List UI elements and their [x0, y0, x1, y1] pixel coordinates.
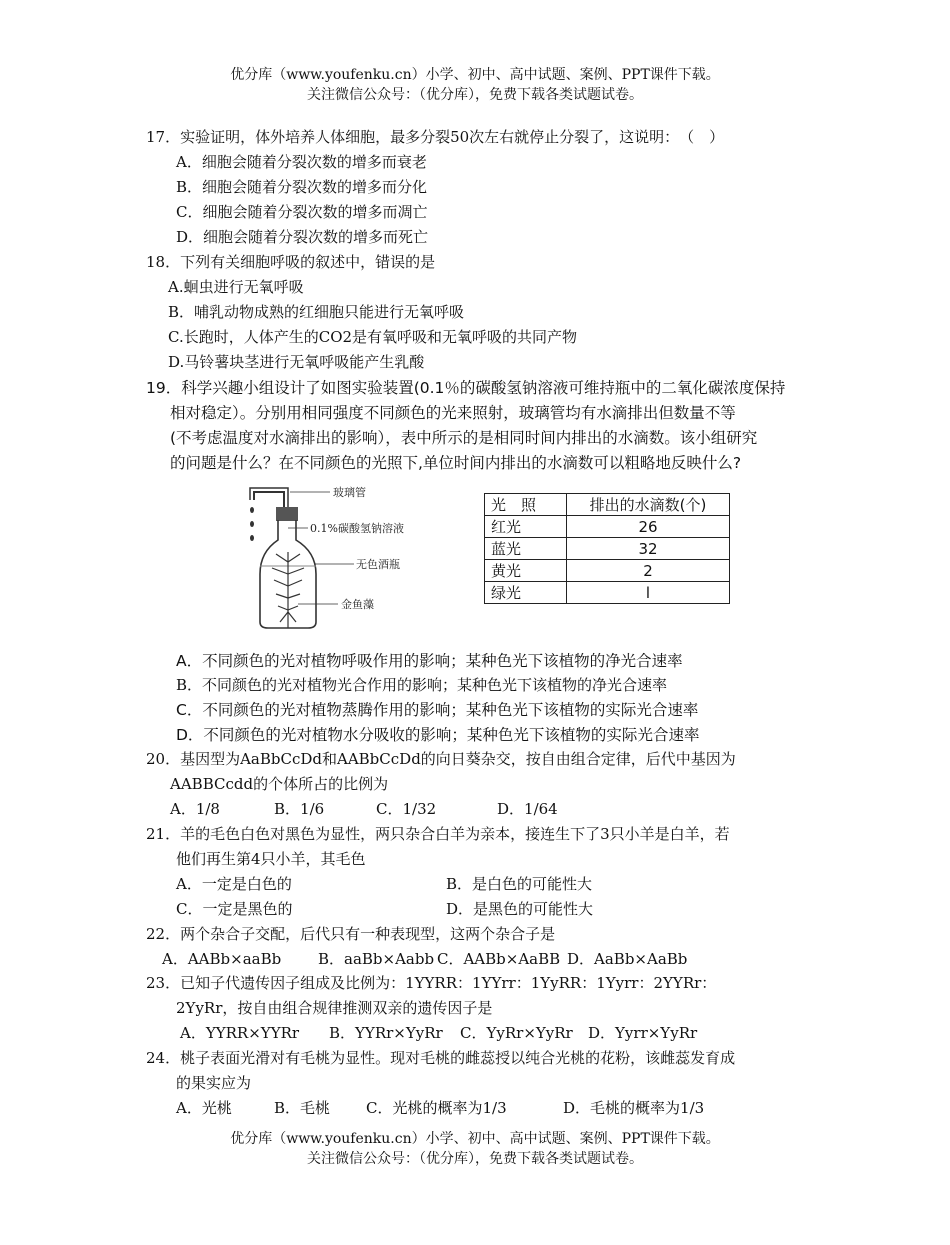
q23-line-2: 2YyRr，按自由组合规律推测双亲的遗传因子是	[176, 999, 493, 1017]
cell-light: 蓝光	[485, 538, 567, 560]
q22-option-d: D．AaBb×AaBb	[567, 950, 688, 968]
q19-line-4: 的问题是什么？在不同颜色的光照下,单位时间内排出的水滴数可以粗略地反映什么?	[170, 454, 742, 472]
table-row	[485, 538, 730, 560]
q19-option-b: B．不同颜色的光对植物光合作用的影响；某种色光下该植物的净光合速率	[176, 676, 668, 694]
q24-option-d: D．毛桃的概率为1/3	[563, 1099, 705, 1117]
q22-stem: 22．两个杂合子交配，后代只有一种表现型，这两个杂合子是	[146, 925, 556, 943]
experiment-apparatus-figure	[238, 482, 458, 632]
cell-light: 黄光	[485, 560, 567, 582]
label-bottle: 无色酒瓶	[356, 558, 400, 571]
cell-light: 红光	[485, 516, 567, 538]
q20-line-2: AABBCcdd的个体所占的比例为	[170, 775, 389, 793]
q19-line-1: 19．科学兴趣小组设计了如图实验装置(0.1％的碳酸氢钠溶液可维持瓶中的二氧化碳浓度保持	[146, 379, 786, 397]
header-line-2: 关注微信公众号：（优分库），免费下载各类试题试卷。	[307, 87, 643, 103]
q24-option-a: A．光桃	[176, 1099, 232, 1117]
q18-option-c: C.长跑时，人体产生的CO2是有氧呼吸和无氧呼吸的共同产物	[168, 328, 578, 346]
q24-option-b: B．毛桃	[274, 1099, 331, 1117]
q18-stem: 18．下列有关细胞呼吸的叙述中，错误的是	[146, 253, 436, 271]
water-drop-icon	[250, 521, 254, 527]
cell-drops: 32	[567, 538, 730, 560]
cell-drops: l	[567, 582, 730, 604]
table-row	[485, 516, 730, 538]
q22-option-c: C．AABb×AaBB	[437, 950, 561, 968]
q19-line-2: 相对稳定）。分别用相同强度不同颜色的光来照射，玻璃管均有水滴排出但数量不等	[170, 404, 736, 422]
q22-option-b: B．aaBb×Aabb	[318, 950, 435, 968]
q24-line-1: 24．桃子表面光滑对有毛桃为显性。现对毛桃的雌蕊授以纯合光桃的花粉，该雌蕊发育成	[146, 1049, 736, 1067]
table-row	[485, 582, 730, 604]
q17-stem: 17．实验证明，体外培养人体细胞，最多分裂50次左右就停止分裂了，这说明： （ ）	[146, 128, 725, 146]
q17-option-d: D．细胞会随着分裂次数的增多而死亡	[176, 228, 429, 246]
q23-option-a: A．YYRR×YYRr	[180, 1024, 300, 1042]
cell-light: 绿光	[485, 582, 567, 604]
label-plant: 金鱼藻	[341, 598, 374, 611]
q17-option-b: B．细胞会随着分裂次数的增多而分化	[176, 178, 428, 196]
footer-line-1: 优分库（www.youfenku.cn）小学、初中、高中试题、案例、PPT课件下载。	[230, 1131, 720, 1147]
q21-option-a: A．一定是白色的	[176, 875, 292, 893]
label-tube: 玻璃管	[333, 486, 366, 499]
q19-option-c: C．不同颜色的光对植物蒸腾作用的影响；某种色光下该植物的实际光合速率	[176, 701, 699, 719]
water-drop-icon	[250, 535, 254, 541]
q23-option-b: B．YYRr×YyRr	[329, 1024, 443, 1042]
q20-option-d: D．1/64	[497, 800, 558, 818]
q23-line-1: 23．已知子代遗传因子组成及比例为：1YYRR：1YYrr：1YyRR：1Yyrr：2YYRr：	[146, 974, 717, 992]
q20-option-c: C．1/32	[376, 800, 437, 818]
q19-line-3: (不考虑温度对水滴排出的影响），表中所示的是相同时间内排出的水滴数。该小组研究	[170, 429, 758, 447]
plant-drawing	[272, 552, 304, 628]
q23-option-c: C．YyRr×YyRr	[460, 1024, 573, 1042]
q19-option-d: D．不同颜色的光对植物水分吸收的影响；某种色光下该植物的实际光合速率	[176, 726, 700, 744]
q21-line-1: 21．羊的毛色白色对黑色为显性，两只杂合白羊为亲本，接连生下了3只小羊是白羊，若	[146, 825, 730, 843]
q20-line-1: 20．基因型为AaBbCcDd和AABbCcDd的向日葵杂交，按自由组合定律，后代中基因为	[146, 750, 736, 768]
q20-option-a: A．1/8	[170, 800, 220, 818]
cell-drops: 26	[567, 516, 730, 538]
q21-option-b: B．是白色的可能性大	[446, 875, 593, 893]
q21-option-c: C．一定是黑色的	[176, 900, 293, 918]
header-line-1: 优分库（www.youfenku.cn）小学、初中、高中试题、案例、PPT课件下载。	[230, 67, 720, 83]
q20-option-b: B．1/6	[274, 800, 325, 818]
q17-option-a: A．细胞会随着分裂次数的增多而衰老	[176, 153, 427, 171]
header-light: 光 照	[485, 494, 567, 516]
q24-line-2: 的果实应为	[176, 1074, 252, 1092]
q22-option-a: A．AABb×aaBb	[162, 950, 282, 968]
q21-option-d: D．是黑色的可能性大	[446, 900, 594, 918]
water-drop-table	[484, 493, 730, 604]
footer-line-2: 关注微信公众号：（优分库），免费下载各类试题试卷。	[307, 1151, 643, 1167]
table-header-row	[485, 494, 730, 516]
q24-option-c: C．光桃的概率为1/3	[366, 1099, 507, 1117]
q18-option-b: B．哺乳动物成熟的红细胞只能进行无氧呼吸	[168, 303, 465, 321]
table-row	[485, 560, 730, 582]
q19-option-a: A．不同颜色的光对植物呼吸作用的影响；某种色光下该植物的净光合速率	[176, 652, 683, 670]
q17-option-c: C．细胞会随着分裂次数的增多而凋亡	[176, 203, 428, 221]
q18-option-a: A.蛔虫进行无氧呼吸	[168, 278, 304, 296]
q21-line-2: 他们再生第4只小羊，其毛色	[176, 850, 366, 868]
water-drop-icon	[250, 507, 254, 513]
q18-option-d: D.马铃薯块茎进行无氧呼吸能产生乳酸	[168, 353, 425, 371]
header-drops: 排出的水滴数(个)	[567, 494, 730, 516]
cell-drops: 2	[567, 560, 730, 582]
stopper-drawing	[276, 507, 298, 521]
label-solution: 0.1%碳酸氢钠溶液	[310, 522, 404, 535]
q23-option-d: D．Yyrr×YyRr	[588, 1024, 698, 1042]
